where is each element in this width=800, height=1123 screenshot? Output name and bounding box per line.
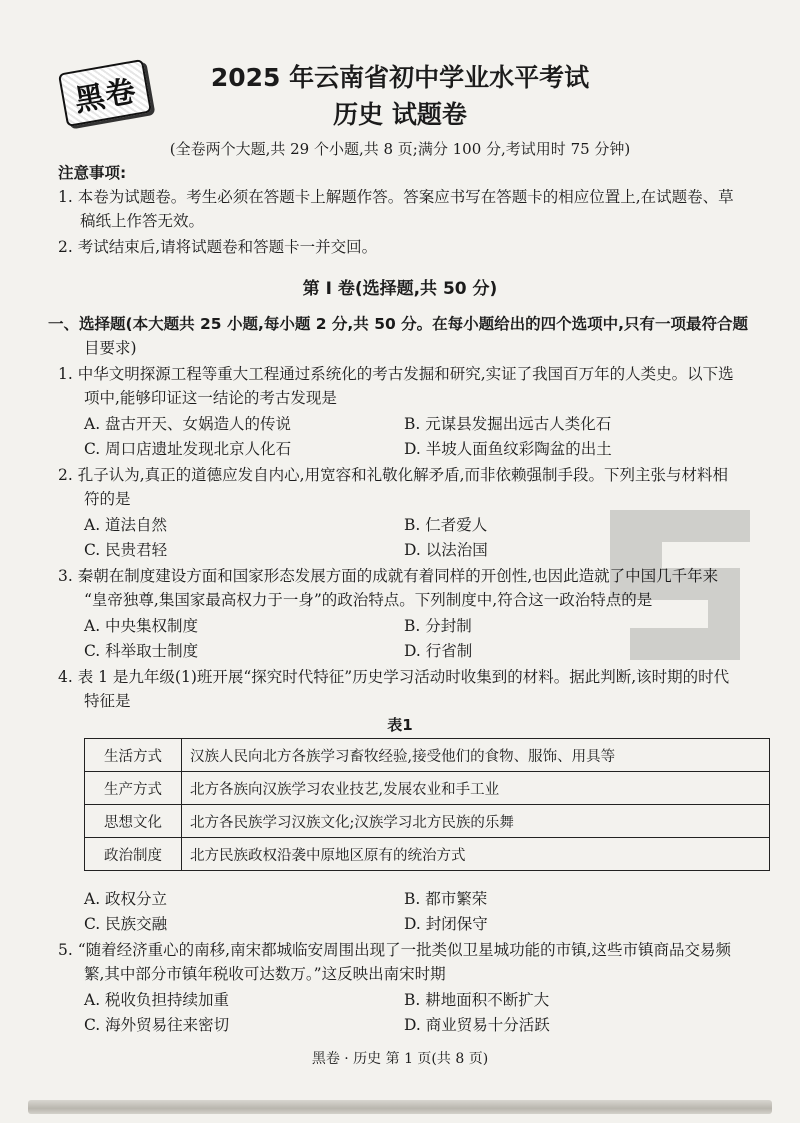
exam-info: (全卷两个大题,共 29 个小题,共 8 页;满分 100 分,考试用时 75 分钟) bbox=[169, 140, 631, 158]
notice-heading: 注意事项: bbox=[58, 164, 127, 182]
question-5-option-c[interactable]: C. 海外贸易往来密切 bbox=[84, 1016, 230, 1034]
question-1-stem-cont: 项中,能够印证这一结论的考古发现是 bbox=[84, 389, 337, 407]
table-cell-value: 北方各民族学习汉族文化;汉族学习北方民族的乐舞 bbox=[182, 805, 770, 838]
question-2-option-b[interactable]: B. 仁者爱人 bbox=[404, 516, 488, 534]
watermark-logo-icon bbox=[590, 490, 770, 670]
question-2-option-a[interactable]: A. 道法自然 bbox=[84, 516, 168, 534]
part1-instructions: 一、选择题(本大题共 25 小题,每小题 2 分,共 50 分。在每小题给出的四个选项中,只有一项最符合题 bbox=[48, 315, 749, 333]
table-cell-key: 生活方式 bbox=[85, 739, 182, 772]
question-5-stem-cont: 繁,其中部分市镇年税收可达数万。”这反映出南宋时期 bbox=[84, 965, 446, 983]
part1-instructions-cont: 目要求) bbox=[84, 339, 137, 357]
table-row bbox=[85, 772, 770, 805]
question-3-option-d[interactable]: D. 行省制 bbox=[404, 642, 473, 660]
question-4-option-a[interactable]: A. 政权分立 bbox=[84, 890, 168, 908]
question-4-option-c[interactable]: C. 民族交融 bbox=[84, 915, 168, 933]
table-cell-key: 思想文化 bbox=[85, 805, 182, 838]
question-5-stem: 5. “随着经济重心的南移,南宋都城临安周围出现了一批类似卫星城功能的市镇,这些市镇商品交易频 bbox=[58, 941, 731, 959]
question-2-option-d[interactable]: D. 以法治国 bbox=[404, 541, 488, 559]
question-3-option-c[interactable]: C. 科举取士制度 bbox=[84, 642, 199, 660]
question-1-option-b[interactable]: B. 元谋县发掘出远古人类化石 bbox=[404, 415, 612, 433]
page-edge-shadow bbox=[28, 1100, 772, 1114]
question-3-stem: 3. 秦朝在制度建设方面和国家形态发展方面的成就有着同样的开创性,也因此造就了中国几千年来 bbox=[58, 567, 719, 585]
question-2-stem-cont: 符的是 bbox=[84, 490, 131, 508]
notice-item-1: 1. 本卷为试题卷。考生必须在答题卡上解题作答。答案应书写在答题卡的相应位置上,在试题卷、草 bbox=[58, 188, 734, 206]
page-footer: 黑卷 · 历史 第 1 页(共 8 页) bbox=[311, 1051, 489, 1067]
question-3-option-a[interactable]: A. 中央集权制度 bbox=[84, 617, 199, 635]
question-1-option-a[interactable]: A. 盘古开天、女娲造人的传说 bbox=[84, 415, 292, 433]
table-cell-value: 北方民族政权沿袭中原地区原有的统治方式 bbox=[182, 838, 770, 871]
question-4-stem-cont: 特征是 bbox=[84, 692, 131, 710]
table-caption: 表1 bbox=[387, 716, 413, 734]
question-3-option-b[interactable]: B. 分封制 bbox=[404, 617, 472, 635]
table-row bbox=[85, 805, 770, 838]
section-title: 第 I 卷(选择题,共 50 分) bbox=[302, 279, 498, 299]
notice-item-1-cont: 稿纸上作答无效。 bbox=[80, 212, 205, 230]
subject-title: 历史 试题卷 bbox=[333, 100, 467, 129]
question-1-option-d[interactable]: D. 半坡人面鱼纹彩陶盆的出土 bbox=[404, 440, 612, 458]
table-row bbox=[85, 739, 770, 772]
question-2-stem: 2. 孔子认为,真正的道德应发自内心,用宽容和礼敬化解矛盾,而非依赖强制手段。下列主张与材料相 bbox=[58, 466, 728, 484]
stamp-text: 黑卷 bbox=[72, 73, 140, 120]
notice-item-2: 2. 考试结束后,请将试题卷和答题卡一并交回。 bbox=[58, 238, 378, 256]
data-table bbox=[84, 738, 770, 871]
table-row bbox=[85, 838, 770, 871]
question-3-stem-cont: “皇帝独尊,集国家最高权力于一身”的政治特点。下列制度中,符合这一政治特点的是 bbox=[84, 591, 653, 609]
question-4-stem: 4. 表 1 是九年级(1)班开展“探究时代特征”历史学习活动时收集到的材料。据此判断,该时期的时代 bbox=[58, 668, 730, 686]
question-5-option-a[interactable]: A. 税收负担持续加重 bbox=[84, 991, 230, 1009]
question-1-option-c[interactable]: C. 周口店遗址发现北京人化石 bbox=[84, 440, 292, 458]
table-cell-value: 汉族人民向北方各族学习畜牧经验,接受他们的食物、服饰、用具等 bbox=[182, 739, 770, 772]
question-4-option-b[interactable]: B. 都市繁荣 bbox=[404, 890, 488, 908]
question-4-option-d[interactable]: D. 封闭保守 bbox=[404, 915, 488, 933]
question-5-option-b[interactable]: B. 耕地面积不断扩大 bbox=[404, 991, 550, 1009]
table-cell-value: 北方各族向汉族学习农业技艺,发展农业和手工业 bbox=[182, 772, 770, 805]
question-2-option-c[interactable]: C. 民贵君轻 bbox=[84, 541, 168, 559]
question-5-option-d[interactable]: D. 商业贸易十分活跃 bbox=[404, 1016, 550, 1034]
question-1-stem: 1. 中华文明探源工程等重大工程通过系统化的考古发掘和研究,实证了我国百万年的人类史。以下选 bbox=[58, 365, 734, 383]
exam-title: 2025 年云南省初中学业水平考试 bbox=[210, 63, 590, 92]
table-cell-key: 政治制度 bbox=[85, 838, 182, 871]
table-cell-key: 生产方式 bbox=[85, 772, 182, 805]
